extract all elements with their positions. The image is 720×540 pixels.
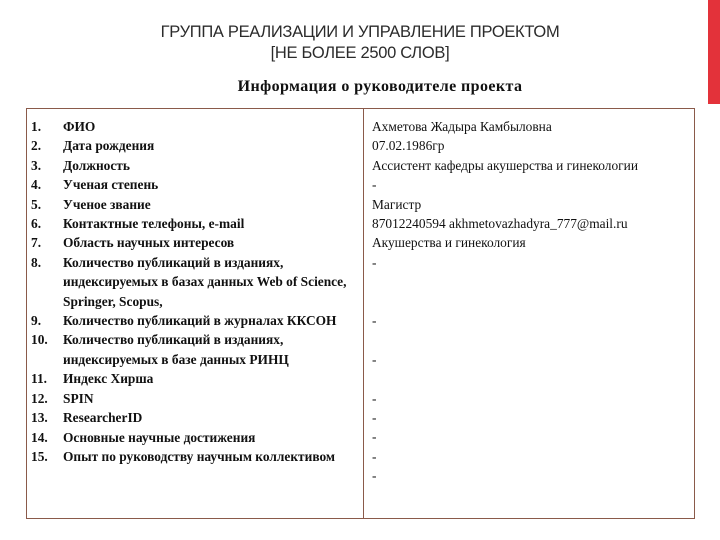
- item-label: Основные научные достижения: [63, 429, 256, 445]
- item-label: Дата рождения: [63, 138, 155, 154]
- item-number: 2.: [31, 138, 42, 154]
- value-interests: Акушерства и гинекология: [372, 235, 526, 251]
- value-leadership: -: [372, 468, 377, 484]
- value-h-index: -: [372, 390, 377, 406]
- list-item: [27, 233, 362, 252]
- item-label: Контактные телефоны, e-mail: [63, 216, 245, 232]
- item-number: 12.: [31, 390, 48, 406]
- item-number: 10.: [31, 332, 48, 348]
- info-table: [26, 108, 695, 519]
- label-column: [27, 117, 362, 466]
- list-item: [27, 408, 362, 427]
- item-number: 8.: [31, 254, 42, 270]
- slide-title-limit: [НЕ БОЛЕЕ 2500 СЛОВ]: [270, 44, 450, 62]
- value-achievements: -: [372, 448, 377, 464]
- item-number: 1.: [31, 119, 42, 134]
- item-label: Должность: [63, 157, 130, 173]
- list-item: [27, 369, 362, 388]
- item-number: 5.: [31, 196, 42, 212]
- list-item: [27, 175, 362, 194]
- value-position: Ассистент кафедры акушерства и гинекологии: [372, 157, 639, 173]
- item-number: 7.: [31, 235, 42, 251]
- item-label: SPIN: [63, 390, 94, 406]
- column-divider: [363, 109, 364, 518]
- item-label: Индекс Хирша: [63, 371, 154, 387]
- list-item: [27, 447, 362, 466]
- item-label: Ученая степень: [63, 177, 159, 193]
- item-number: 14.: [31, 429, 48, 445]
- list-item: [27, 156, 362, 175]
- item-number: 11.: [31, 371, 47, 387]
- value-scopus-publications: -: [372, 254, 377, 270]
- item-label: ResearcherID: [63, 410, 143, 426]
- list-item: [27, 136, 362, 155]
- item-number: 15.: [31, 448, 48, 464]
- item-label: Ученое звание: [63, 196, 151, 212]
- value-title: Магистр: [372, 196, 422, 212]
- slide-title-main: ГРУППА РЕАЛИЗАЦИИ И УПРАВЛЕНИЕ ПРОЕКТОМ: [160, 23, 560, 41]
- slide-title: [0, 22, 720, 64]
- item-number: 9.: [31, 313, 42, 329]
- item-label: Количество публикаций в журналах ККСОН: [63, 313, 337, 329]
- list-item: [27, 428, 362, 447]
- item-label: Область научных интересов: [63, 235, 235, 251]
- list-item: [27, 253, 362, 311]
- item-label: Количество публикаций в изданиях, индексируемых в базе данных РИНЦ: [63, 332, 289, 367]
- value-full-name: Ахметова Жадыра Камбыловна: [372, 119, 552, 134]
- item-label: ФИО: [63, 119, 96, 134]
- value-degree: -: [372, 177, 377, 193]
- list-item: [27, 330, 362, 369]
- list-item: [27, 389, 362, 408]
- value-birth-date: 07.02.1986гр: [372, 138, 445, 154]
- value-researcher-id: -: [372, 429, 377, 445]
- list-item: [27, 311, 362, 330]
- value-spin: -: [372, 409, 377, 425]
- list-item: [27, 195, 362, 214]
- value-rinc-publications: -: [372, 351, 377, 367]
- value-contacts: 87012240594 akhmetovazhadyra_777@mail.ru: [372, 215, 628, 231]
- list-item: [27, 117, 362, 136]
- item-number: 4.: [31, 177, 42, 193]
- value-column: [372, 117, 692, 485]
- item-number: 3.: [31, 157, 42, 173]
- item-label: Количество публикаций в изданиях, индексируемых в базах данных Web of Science, Springer, Scopus,: [63, 254, 347, 309]
- table-heading: Информация о руководителе проекта: [237, 78, 523, 95]
- list-item: [27, 214, 362, 233]
- item-label: Опыт по руководству научным коллективом: [63, 448, 336, 464]
- value-kkson-publications: -: [372, 312, 377, 328]
- item-number: 6.: [31, 216, 42, 232]
- item-number: 13.: [31, 410, 48, 426]
